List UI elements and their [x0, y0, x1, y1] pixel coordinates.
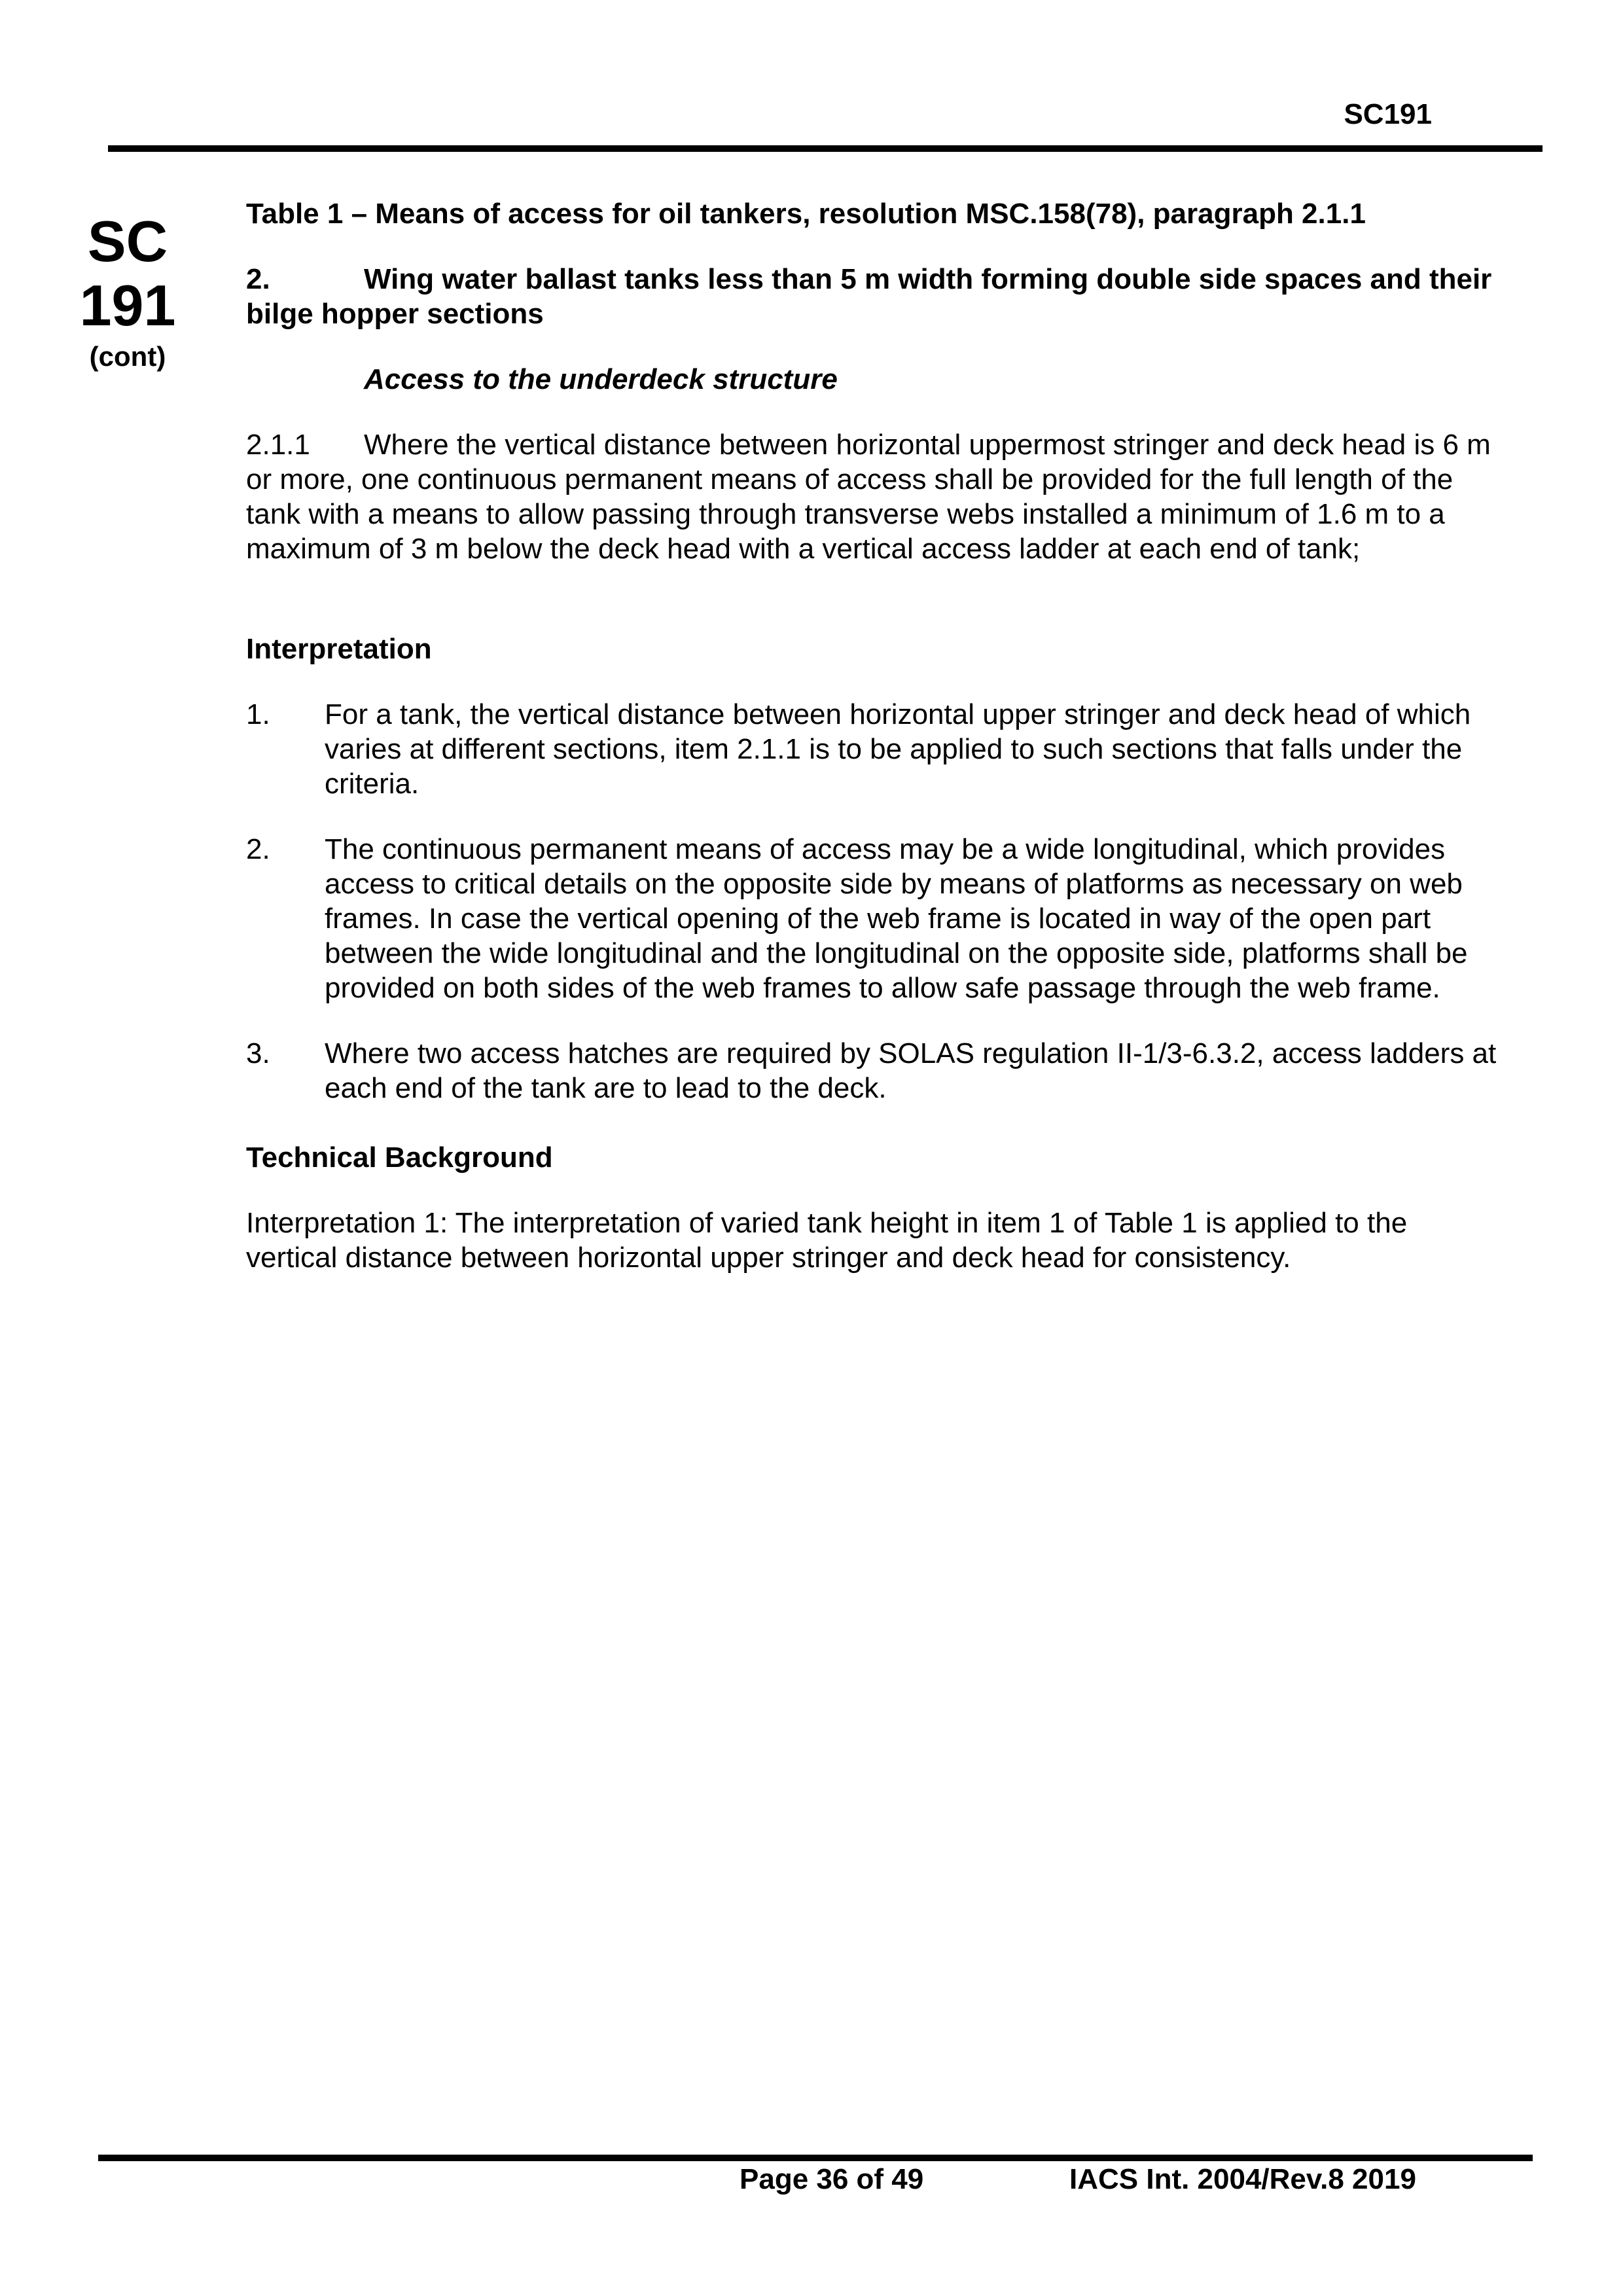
section-subheading: [246, 262, 1503, 331]
interpretation-list: [246, 697, 1503, 1105]
list-item-text: For a tank, the vertical distance between horizontal upper stringer and deck head of which varies at different sections, item 2.1.1 is to be applied to such sections that falls under the criteria.: [325, 698, 1471, 800]
interpretation-heading: Interpretation: [246, 633, 432, 665]
paragraph-number: 2.1.1: [246, 429, 310, 461]
side-label-code-line1: SC: [87, 209, 168, 274]
footer-page-number: Page 36 of 49: [740, 2163, 924, 2195]
list-item: [246, 697, 1503, 801]
side-label-code-line2: 191: [79, 273, 176, 338]
list-item: [246, 1036, 1503, 1105]
subheading-text: Wing water ballast tanks less than 5 m width forming double side spaces and their bilge hopper sections: [246, 263, 1492, 330]
technical-background-text: Interpretation 1: The interpretation of varied tank height in item 1 of Table 1 is applied to the vertical distance between horizontal upper stringer and deck head for consistency.: [246, 1207, 1408, 1274]
list-item: [246, 832, 1503, 1005]
side-label-cont: (cont): [89, 341, 166, 372]
footer-document-reference: IACS Int. 2004/Rev.8 2019: [1069, 2163, 1416, 2195]
page-code: SC191: [1344, 98, 1432, 130]
paragraph-text: Where the vertical distance between horizontal uppermost stringer and deck head is 6 m or more, one continuous permanent means of access shall be provided for the full length of the tank with a means to allow passing through transverse webs installed a minimum of 1.6 m to a maximum of 3 m below the deck head with a vertical access ladder at each end of tank;: [246, 429, 1491, 565]
list-item-text: The continuous permanent means of access may be a wide longitudinal, which provides access to critical details on the opposite side by means of platforms as necessary on web frames. In case the vertical opening of the web frame is located in way of the open part between the wide longitudinal and the longitudinal on the opposite side, platforms shall be provided on both sides of the web frames to allow safe passage through the web frame.: [325, 833, 1468, 1004]
footer-rule: [98, 2155, 1533, 2161]
table-title: Table 1 – Means of access for oil tankers, resolution MSC.158(78), paragraph 2.1.1: [246, 198, 1366, 230]
italic-heading: Access to the underdeck structure: [364, 363, 838, 395]
side-label: [79, 209, 177, 376]
technical-background-heading: Technical Background: [246, 1141, 553, 1174]
requirement-paragraph: [246, 427, 1503, 566]
list-item-marker: 2.: [246, 833, 270, 865]
document-body: [246, 196, 1503, 1275]
subheading-number: 2.: [246, 263, 270, 295]
header-rule: [108, 145, 1543, 152]
list-item-marker: 1.: [246, 698, 270, 730]
list-item-marker: 3.: [246, 1037, 270, 1069]
list-item-text: Where two access hatches are required by SOLAS regulation II-1/3-6.3.2, access ladders at each end of the tank are to lead to the deck.: [325, 1037, 1497, 1104]
